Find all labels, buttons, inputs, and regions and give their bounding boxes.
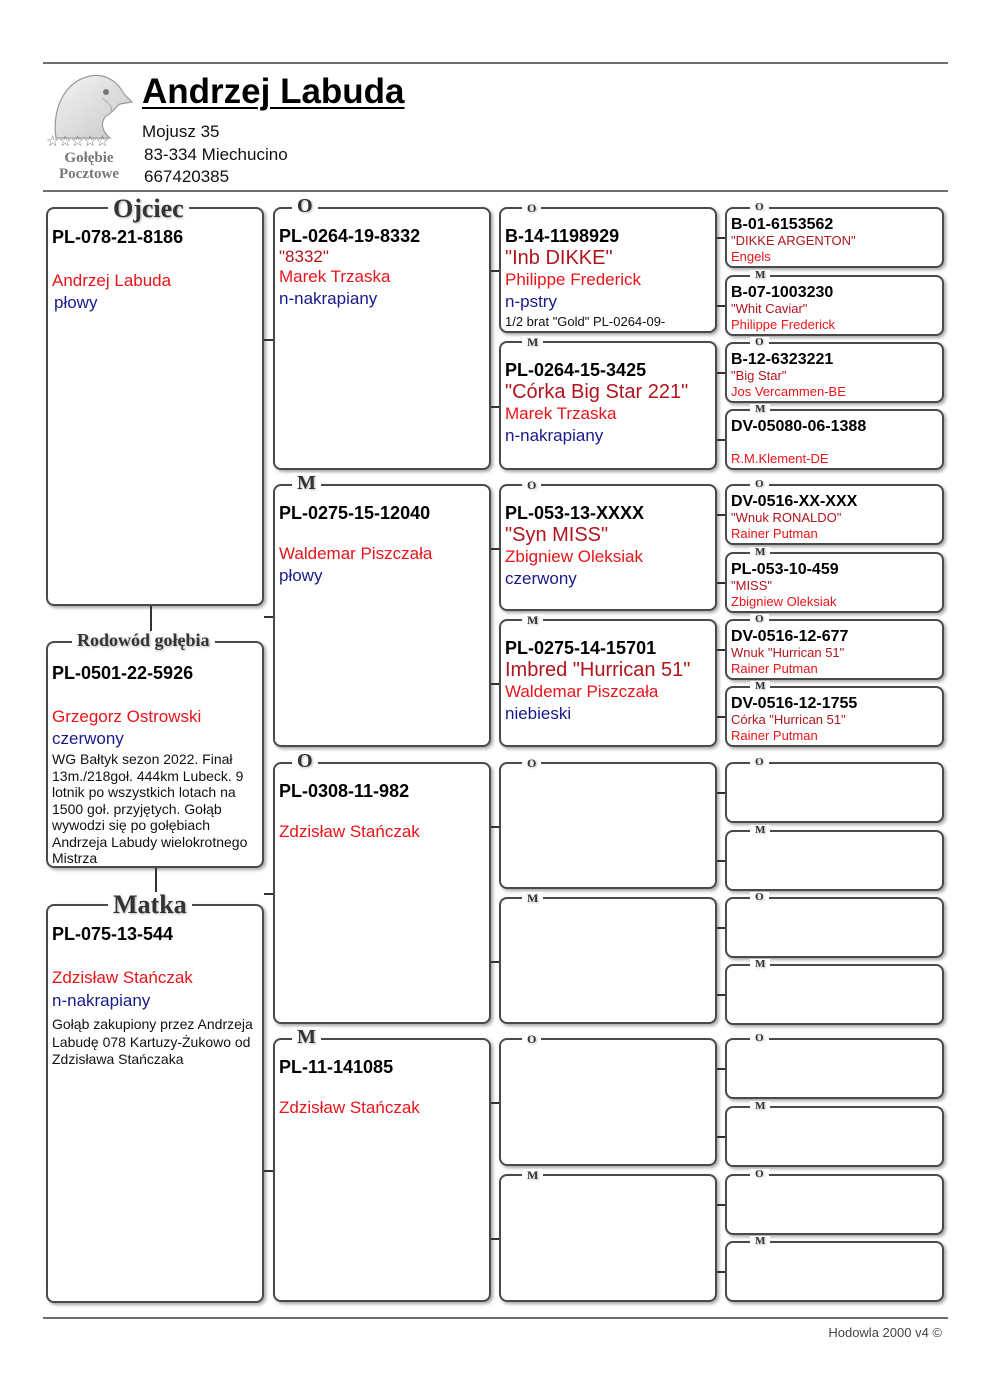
connector <box>491 683 499 685</box>
breeder-name: Jos Vercammen-BE <box>731 384 846 399</box>
pigeon-nickname <box>731 839 938 855</box>
pigeon-nickname: "DIKKE ARGENTON" <box>731 233 856 248</box>
pigeon-nickname: "8332" <box>279 247 329 266</box>
box-content <box>505 503 711 591</box>
box-content <box>731 216 938 265</box>
gen4-box[interactable] <box>725 1241 944 1302</box>
box-content <box>731 418 938 467</box>
address-line1: Mojusz 35 <box>142 122 220 141</box>
box-content <box>279 781 485 844</box>
male-label: O <box>750 1169 769 1180</box>
male-label: O <box>522 757 541 769</box>
connector <box>491 1102 499 1104</box>
box-content <box>731 906 938 922</box>
gen4-box[interactable] <box>725 552 944 613</box>
connector <box>717 927 725 929</box>
connector <box>717 514 725 516</box>
pigeon-nickname <box>731 973 938 989</box>
gen4-box[interactable] <box>725 897 944 958</box>
male-label: O <box>750 202 769 213</box>
father-label: Ojciec <box>108 196 189 222</box>
male-label: O <box>522 202 541 214</box>
ring-number: PL-11-141085 <box>279 1057 394 1077</box>
connector <box>717 994 725 996</box>
ring-number: DV-05080-06-1388 <box>731 418 867 435</box>
box-content <box>505 638 711 726</box>
connector <box>717 860 725 862</box>
box-content <box>731 1183 938 1199</box>
gen3-box[interactable] <box>499 619 717 747</box>
pigeon-nickname <box>731 771 938 787</box>
male-label: O <box>522 479 541 491</box>
logo-stars: ☆☆☆☆☆ <box>46 133 109 150</box>
box-content <box>279 1057 485 1120</box>
ring-number: DV-0516-12-677 <box>731 628 849 645</box>
pigeon-color: n-pstry <box>505 292 557 311</box>
connector <box>491 826 499 828</box>
box-content <box>731 628 938 677</box>
ring-number: PL-053-10-459 <box>731 561 839 578</box>
breeder-name: Philippe Frederick <box>505 270 642 289</box>
male-label: O <box>750 614 769 625</box>
connector <box>491 961 499 963</box>
father-color: płowy <box>54 293 98 312</box>
logo <box>44 68 134 186</box>
header-divider <box>43 190 948 192</box>
gen3-box[interactable] <box>499 897 717 1024</box>
pigeon-color: n-nakrapiany <box>505 426 604 445</box>
breeder-name: R.M.Klement-DE <box>731 451 829 466</box>
gen3-box[interactable] <box>499 484 717 611</box>
connector <box>717 439 725 441</box>
box-content <box>505 1193 711 1195</box>
pigeon-nickname <box>731 1250 938 1266</box>
breeder-name: Rainer Putman <box>731 526 818 541</box>
breeder-name: Waldemar Piszczała <box>505 682 659 701</box>
mother-note: Gołąb zakupiony przez Andrzeja Labudę 078 Kartuzy-Żukowo od Zdzisława Stańczaka <box>52 1016 253 1067</box>
box-content <box>731 695 938 744</box>
ring-number: B-01-6153562 <box>731 216 834 233</box>
breeder-name: Zdzisław Stańczak <box>279 822 420 841</box>
father-breeder: Andrzej Labuda <box>52 271 172 290</box>
ring-number: PL-0275-15-12040 <box>279 503 431 523</box>
box-content <box>505 226 711 329</box>
logo-text-line2: Pocztowe <box>59 166 119 182</box>
pigeon-nickname: Imbred "Hurrican 51" <box>505 659 691 681</box>
pigeon-color: płowy <box>279 566 323 585</box>
subject-breeder: Grzegorz Ostrowski <box>52 707 202 726</box>
gen3-box[interactable] <box>499 762 717 889</box>
box-content <box>731 493 938 542</box>
ring-number: B-12-6323221 <box>731 351 834 368</box>
connector <box>717 1204 725 1206</box>
gen2-box[interactable] <box>273 762 491 1024</box>
pigeon-nickname <box>731 1183 938 1199</box>
pigeon-nickname: "Córka Big Star 221" <box>505 381 689 403</box>
breeder-name: Marek Trzaska <box>505 404 617 423</box>
connector <box>150 606 152 631</box>
female-label: M <box>750 1101 770 1112</box>
gen4-box[interactable] <box>725 619 944 680</box>
connector <box>264 893 273 895</box>
box-content <box>505 781 711 783</box>
box-content <box>279 226 485 309</box>
box-content <box>279 503 485 586</box>
connector <box>491 270 499 272</box>
subject-note: WG Bałtyk sezon 2022. Finał 13m./218goł. 444km Lubeck. 9 lotnik po wszystkich lotach na 1500 goł. przyjętych. Gołąb wywodzi się po gołębiach Andrzeja Labudy wielokrotnego Mistrza <box>52 751 248 866</box>
female-label: M <box>750 959 770 970</box>
pigeon-nickname: "Wnuk RONALDO" <box>731 510 842 525</box>
ring-number: PL-0264-15-3425 <box>505 360 647 380</box>
connector <box>491 1238 499 1240</box>
breeder-name: Philippe Frederick <box>731 317 836 332</box>
box-content <box>731 284 938 333</box>
connector <box>717 716 725 718</box>
male-label: O <box>750 479 769 490</box>
ring-number: PL-0275-14-15701 <box>505 638 657 658</box>
pigeon-nickname: Wnuk "Hurrican 51" <box>731 645 845 660</box>
logo-text-line1: Gołębie <box>64 150 114 166</box>
pigeon-nickname <box>279 802 485 822</box>
female-label: M <box>292 473 321 493</box>
female-label: M <box>522 614 543 626</box>
ring-number: DV-0516-XX-XXX <box>731 493 858 510</box>
gen4-box[interactable] <box>725 275 944 336</box>
gen2-box[interactable] <box>273 207 491 470</box>
pigeon-color: niebieski <box>505 704 572 723</box>
pigeon-nickname: Córka "Hurrican 51" <box>731 712 846 727</box>
male-label: O <box>750 1033 769 1044</box>
footer-text: Hodowla 2000 v4 © <box>828 1325 942 1340</box>
box-content <box>505 1057 711 1059</box>
pigeon-nickname <box>731 435 938 451</box>
box-content <box>731 351 938 400</box>
female-label: M <box>522 336 543 348</box>
female-label: M <box>750 1236 770 1247</box>
subject-ring: PL-0501-22-5926 <box>52 663 194 683</box>
phone: 667420385 <box>144 167 230 186</box>
ring-number: B-14-1198929 <box>505 226 620 246</box>
connector <box>491 548 499 550</box>
female-label: M <box>750 825 770 836</box>
subject-color: czerwony <box>52 729 124 748</box>
gen4-box[interactable] <box>725 830 944 891</box>
gen4-box[interactable] <box>725 1174 944 1235</box>
breeder-name: Rainer Putman <box>731 661 818 676</box>
address-line2: 83-334 Miechucino <box>144 145 288 164</box>
pigeon-nickname <box>279 524 485 544</box>
connector <box>264 616 273 618</box>
mother-color: n-nakrapiany <box>52 991 151 1010</box>
box-content <box>731 771 938 787</box>
pigeon-nickname <box>279 1078 485 1098</box>
ring-number: PL-0308-11-982 <box>279 781 410 801</box>
connector <box>717 237 725 239</box>
box-content <box>731 839 938 855</box>
connector <box>717 372 725 374</box>
connector <box>717 1271 725 1273</box>
mother-label: Matka <box>108 892 192 918</box>
box-content <box>731 973 938 989</box>
ring-number: PL-053-13-XXXX <box>505 503 645 523</box>
ring-number: PL-0264-19-8332 <box>279 226 421 246</box>
connector <box>717 1136 725 1138</box>
pigeon-nickname: "Inb DIKKE" <box>505 247 613 269</box>
female-label: M <box>522 1169 543 1181</box>
breeder-name: Engels <box>731 249 771 264</box>
female-label: M <box>750 270 770 281</box>
box-content <box>731 1250 938 1266</box>
pigeon-nickname: "Whit Caviar" <box>731 301 808 316</box>
box-content <box>505 916 711 918</box>
ring-number: DV-0516-12-1755 <box>731 695 858 712</box>
gen3-box[interactable] <box>499 207 717 333</box>
female-label: M <box>750 681 770 692</box>
male-label: O <box>750 757 769 768</box>
subject-box[interactable] <box>46 641 264 868</box>
breeder-name: Rainer Putman <box>731 728 818 743</box>
pigeon-nickname <box>731 1115 938 1131</box>
gen4-box[interactable] <box>725 964 944 1025</box>
box-content <box>731 561 938 610</box>
breeder-name: Zbigniew Oleksiak <box>505 547 643 566</box>
connector <box>717 649 725 651</box>
box-content <box>505 360 711 448</box>
father-box[interactable] <box>46 207 264 606</box>
gen3-box[interactable] <box>499 1038 717 1166</box>
subject-label: Rodowód gołębia <box>72 631 215 649</box>
connector <box>717 792 725 794</box>
pigeon-nickname <box>731 1047 938 1063</box>
female-label: M <box>292 1027 321 1047</box>
box-content <box>731 1115 938 1131</box>
male-label: O <box>522 1033 541 1045</box>
gen4-box[interactable] <box>725 1038 944 1099</box>
gen4-box[interactable] <box>725 207 944 268</box>
bottom-divider <box>43 1317 948 1319</box>
pigeon-note: 1/2 brat "Gold" PL-0264-09- <box>505 314 666 329</box>
male-label: O <box>292 196 318 216</box>
connector <box>717 1068 725 1070</box>
gen4-box[interactable] <box>725 484 944 545</box>
gen2-box[interactable] <box>273 1038 491 1302</box>
gen4-box[interactable] <box>725 762 944 823</box>
female-label: M <box>522 892 543 904</box>
gen2-box[interactable] <box>273 484 491 747</box>
breeder-name: Zdzisław Stańczak <box>279 1098 420 1117</box>
pigeon-nickname: "Syn MISS" <box>505 524 609 546</box>
gen3-box[interactable] <box>499 341 717 470</box>
father-ring: PL-078-21-8186 <box>52 227 184 247</box>
mother-box[interactable] <box>46 904 264 1303</box>
gen4-box[interactable] <box>725 1106 944 1167</box>
top-divider <box>43 62 948 64</box>
gen4-box[interactable] <box>725 686 944 747</box>
breeder-name: Zbigniew Oleksiak <box>731 594 837 609</box>
pigeon-nickname: "Big Star" <box>731 368 787 383</box>
male-label: O <box>292 751 318 771</box>
owner-name: Andrzej Labuda <box>142 72 405 111</box>
male-label: O <box>750 337 769 348</box>
gen4-box[interactable] <box>725 409 944 470</box>
box-content <box>731 1047 938 1063</box>
ring-number: B-07-1003230 <box>731 284 834 301</box>
pigeon-color: czerwony <box>505 569 577 588</box>
pigeon-color: n-nakrapiany <box>279 289 378 308</box>
mother-breeder: Zdzisław Stańczak <box>52 968 193 987</box>
connector <box>264 1170 273 1172</box>
connector <box>264 339 273 341</box>
gen3-box[interactable] <box>499 1174 717 1302</box>
pigeon-nickname: "MISS" <box>731 578 773 593</box>
connector <box>717 305 725 307</box>
breeder-name: Waldemar Piszczała <box>279 544 433 563</box>
mother-ring: PL-075-13-544 <box>52 924 174 944</box>
gen4-box[interactable] <box>725 342 944 403</box>
breeder-name: Marek Trzaska <box>279 267 391 286</box>
male-label: O <box>750 892 769 903</box>
connector <box>717 582 725 584</box>
connector <box>491 406 499 408</box>
female-label: M <box>750 404 770 415</box>
female-label: M <box>750 547 770 558</box>
pigeon-nickname <box>731 906 938 922</box>
